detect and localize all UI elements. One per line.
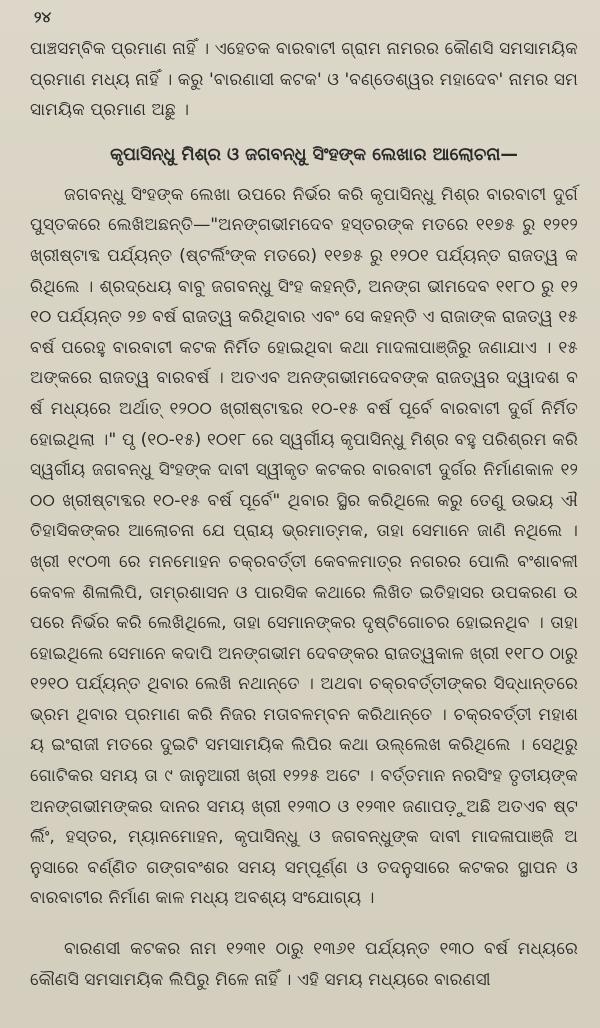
paragraph-gap xyxy=(30,914,578,934)
paragraph-main: ଜଗବନ୍ଧୁ ସିଂହଙ୍କ ଲେଖା ଉପରେ ନିର୍ଭର କରି କୃପାସିନ୍ଧୁ ମିଶ୍ର ବାରବାଟୀ ଦୁର୍ଗ ପୁସ୍ତକରେ ଲେଖିଅଛନ୍ତି—"ଅନଙ୍ଗଭୀମଦେବ ହସ୍ତରଙ୍କ ମତରେ ୧୧୭୫ ରୁ ୧୨୧୨ ଖ୍ରୀଷ୍ଟାବ୍ଦ ପର୍ଯ୍ୟନ୍ତ (ଷ୍ଟର୍ଲିଂଙ୍କ ମତରେ) ୧୧୭୫ ରୁ ୧୨୦୧ ପର୍ଯ୍ୟନ୍ତ ରାଜତ୍ୱ କରିଥିଲେ । ଶ୍ରଦ୍ଧେୟ ବାବୁ ଜଗବନ୍ଧୁ ସିଂହ କହନ୍ତି, ଅନଙ୍ଗ ଭୀମଦେବ ୧୧୮୦ ରୁ ୧୨୧୦ ପର୍ଯ୍ୟନ୍ତ ୨୭ ବର୍ଷ ରାଜତ୍ୱ କରିଥିବାର ଏବଂ ସେ କହନ୍ତି ଏ ରାଜାଙ୍କ ରାଜତ୍ୱ ୧୫ ବର୍ଷ ପରେହୁ ବାରବାଟୀ କଟକ ନିର୍ମିତ ହୋଇଥିବା କଥା ମାଦଳାପାଞ୍ଜିରୁ ଜଣାଯାଏ । ୧୫ ଅଙ୍କରେ ରାଜତ୍ୱ ବାରବର୍ଷ । ଅତଏବ ଅନଙ୍ଗଭୀମଦେବଙ୍କ ରାଜତ୍ୱର ଦ୍ୱାଦଶ ବର୍ଷ ମଧ୍ୟରେ ଅର୍ଥାତ୍ ୧୨୦୦ ଖ୍ରୀଷ୍ଟାବ୍ଦର ୧୦-୧୫ ବର୍ଷ ପୂର୍ବେ ବାରବାଟୀ ଦୁର୍ଗ ନିର୍ମିତ ହୋଇଥିଲା ।" ପୃ (୧୦-୧୫) ୧୦୧୮ ରେ ସ୍ୱର୍ଗୀୟ କୃପାସିନ୍ଧୁ ମିଶ୍ର ବହୁ ପରିଶ୍ରମ କରି ସ୍ୱର୍ଗୀୟ ଜଗବନ୍ଧୁ ସିଂହଙ୍କ ଦାବୀ ସ୍ୱୀକୃତ କଟକର ବାରବାଟୀ ଦୁର୍ଗର ନିର୍ମାଣକାଳ ୧୨୦୦ ଖ୍ରୀଷ୍ଟାବ୍ଦର ୧୦-୧୫ ବର୍ଷ ପୂର୍ବେ" ଥିବାର ସ୍ଥିର କରିଥିଲେ କରୁ ତେଣୁ ଉଭୟ ଐତିହାସିକଙ୍କର ଆଲୋଚନା ଯେ ପ୍ରାୟ ଭ୍ରମାତ୍ମକ, ତାହା ସେମାନେ ଜାଣି ନଥିଲେ । ଖ୍ରୀ ୧୯୦୩ ରେ ମନମୋହନ ଚକ୍ରବର୍ତ୍ତୀ କେବଳମାତ୍ର ନଗରର ପୋଲି ବଂଶାବଳୀ କେବଳ ଶିଳାଲିପି, ତାମ୍ରଶାସନ ଓ ପାରସିକ କଥାରେ ଲିଖିତ ଇତିହାସର ଉପକରଣ ଉପରେ ନିର୍ଭର କରି ଲେଖିଥିଲେ, ତାହା ସେମାନଙ୍କର ଦୃଷ୍ଟିଗୋଚର ହୋଇନଥିବ । ତାହା ହୋଇଥିଲେ ସେମାନେ କଦାପି ଅନଙ୍ଗଭୀମ ଦେବଙ୍କର ରାଜତ୍ୱକାଳ ଖ୍ରୀ ୧୧୮୦ ଠାରୁ ୧୨୧୦ ପର୍ଯ୍ୟନ୍ତ ଥିବାର ଲେଖି ନଥାନ୍ତେ । ଅଥବା ଚକ୍ରବର୍ତ୍ତୀଙ୍କର ସିଦ୍ଧାନ୍ତରେ ଭ୍ରମ ଥିବାର ପ୍ରମାଣ କରି ନିଜର ମତାବଳମ୍ବନ କରିଥାନ୍ତେ । ଚକ୍ରବର୍ତ୍ତୀ ମହାଶୟ ଇଂରାଜୀ ମତରେ ଦୁଇଟି ସମସାମୟିକ ଲିପିର କଥା ଉଲ୍ଲେଖ କରିଥିଲେ । ସେଥିରୁ ଗୋଟିକର ସମୟ ତା ୯ ଜାନୁଆରୀ ଖ୍ରୀ ୧୨୨୫ ଅଟେ । ବର୍ତ୍ତମାନ ନରସିଂହ ତୃତୀୟଙ୍କ ଅନଙ୍ଗଭୀମଙ୍କର ଦାନର ସମୟ ଖ୍ରୀ ୧୨୩୦ ଓ ୧୨୩୧ ଜଣାପଡ଼ୁଅଛି ଅତଏବ ଷ୍ଟର୍ଲିଂ, ହସ୍ତର, ମ୍ୟାନମୋହନ, କୃପାସିନ୍ଧୁ ଓ ଜଗବନ୍ଧୁଙ୍କ ଦାବୀ ମାଦଳାପାଞ୍ଜି ଅନୁସାରେ ବର୍ଣ୍ଣିତ ଗଙ୍ଗବଂଶର ସମୟ ସମ୍ପୂର୍ଣ୍ଣ ଓ ତଦନୁସାରେ କଟକର ସ୍ଥାପନ ଓ ବାରବାଟୀର ନିର୍ମାଣ କାଳ ମଧ୍ୟ ଅବଶ୍ୟ ସଂଯୋଗ୍ୟ । xyxy=(30,184,584,909)
page-number: ୨୪ xyxy=(34,8,52,26)
section-heading: କୃପାସିନ୍ଧୁ ମିଶ୍ର ଓ ଜଗବନ୍ଧୁ ସିଂହଙ୍କ ଲେଖାର ଆଲୋଚନା— xyxy=(110,144,518,165)
paragraph-intro: ପାଞ୍ଚସମ୍ବିକ ପ୍ରମାଣ ନାହିଁ । ଏହେତକ ବାରବାଟୀ ଗ୍ରାମ ନାମରର କୌଣସି ସମସାମୟିକ ପ୍ରମାଣ ମଧ୍ୟ ନାହିଁ । କରୁ 'ବାରଣାସୀ କଟକ' ଓ 'ବଣ୍ଡେଶ୍ୱର ମହାଦେବ' ନାମର ସମସାମୟିକ ପ୍ରମାଣ ଅଛୁ । xyxy=(30,39,584,121)
paragraph-closing: ବାରଣସୀ କଟକର ନାମ ୧୨୩୧ ଠାରୁ ୧୩୬୧ ପର୍ଯ୍ୟନ୍ତ ୧୩୦ ବର୍ଷ ମଧ୍ୟରେ କୌଣସି ସମସାମୟିକ ଲିପିରୁ ମିଳେ ନାହିଁ । ଏହି ସମୟ ମଧ୍ୟରେ ବାରଣସୀ xyxy=(30,939,584,990)
